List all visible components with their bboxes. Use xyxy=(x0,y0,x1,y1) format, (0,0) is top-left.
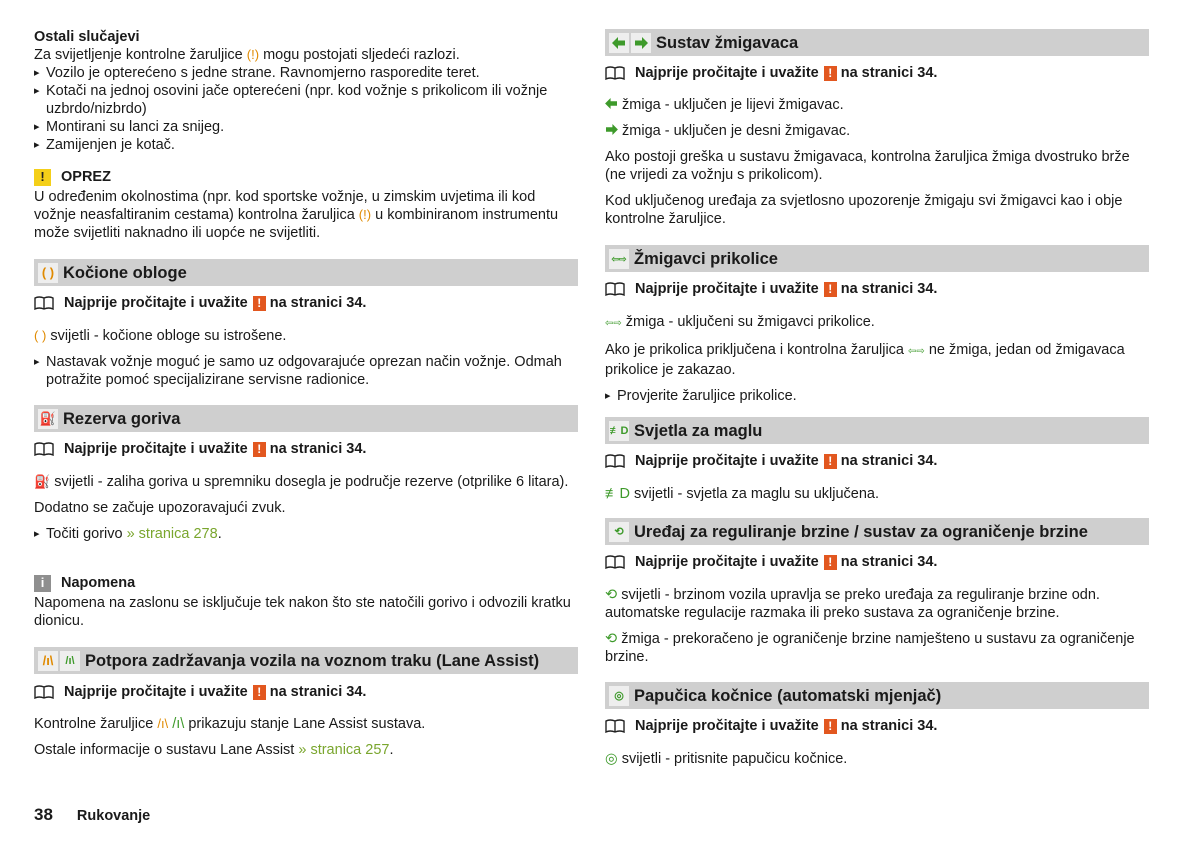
fog-lights-body: ≢D svijetli - svjetla za maglu su uključena. xyxy=(605,486,880,502)
cruise-control-body: ⟲ svijetli - brzinom vozila upravlja se preko uređaja za reguliranje brzine odn. automatske regulacije razmaka ili preko sustava za ograničenje brzine. ⟲ žmiga - prekoračeno je ograničenje brzine namješteno u sustavu za ograničenje brzine. xyxy=(605,587,1135,665)
page-footer xyxy=(34,806,150,825)
list-item: ▸ Nastavak vožnje moguć je samo uz odgovarajuće oprezan način vožnje. Odmah potražite pomoć specijalizirane servisne radionice. xyxy=(34,353,579,389)
brake-pad-icon: ( ) xyxy=(34,328,47,343)
read-first-note: Najprije pročitajte i uvažite ! na stranici 34. xyxy=(605,452,937,470)
warning-icon: ! xyxy=(253,685,266,700)
section-heading-brake-pedal: ◎ Papučica kočnice (automatski mjenjač) xyxy=(605,682,1149,709)
cruise-control-icon: ⟲ xyxy=(605,587,618,603)
tyre-pressure-icon: (!) xyxy=(358,207,372,222)
note-title: Napomena xyxy=(61,575,136,591)
read-first-note: Najprije pročitajte i uvažite ! na stranici 34. xyxy=(34,294,366,312)
caution-title: OPREZ xyxy=(61,169,111,185)
brake-pads-body: ( ) svijetli - kočione obloge su istrošene. ▸ Nastavak vožnje moguć je samo uz odgovarajuće oprezan način vožnje. Odmah potražite pomoć specijalizirane servisne radionice. xyxy=(34,327,579,389)
brake-pedal-body: ◎ svijetli - pritisnite papučicu kočnice. xyxy=(605,751,848,767)
fog-light-icon: ≢D xyxy=(605,486,630,502)
book-icon xyxy=(34,685,54,699)
book-icon xyxy=(34,296,54,310)
other-cases-intro: Za svijetljenje kontrolne žaruljice (!) mogu postojati sljedeći razlozi. xyxy=(34,47,460,63)
section-heading-brake-pads: ( ) Kočione obloge xyxy=(34,259,578,286)
chapter-label: Rukovanje xyxy=(76,808,151,824)
caution-icon: ! xyxy=(34,169,51,186)
book-icon xyxy=(605,282,625,296)
turn-signals-text: Kod uključenog uređaja za svjetlosno upozorenje žmigaju svi žmigavci kao i obje kontrolne žaruljice. xyxy=(605,193,1123,227)
list-item: ▸ Zamijenjen je kotač. xyxy=(34,136,579,154)
other-cases-title: Ostali slučajevi xyxy=(34,29,140,45)
warning-icon: ! xyxy=(253,296,266,311)
lane-assist-active-icon: /ı\ xyxy=(60,651,80,671)
read-first-note: Najprije pročitajte i uvažite ! na stranici 34. xyxy=(605,280,937,298)
read-first-note: Najprije pročitajte i uvažite ! na stranici 34. xyxy=(34,440,366,458)
book-icon xyxy=(605,454,625,468)
left-arrow-icon xyxy=(609,33,629,53)
caution-box xyxy=(34,168,579,242)
book-icon xyxy=(605,719,625,733)
lane-assist-active-icon: /ı\ xyxy=(172,716,185,732)
right-arrow-icon xyxy=(605,123,618,139)
book-icon xyxy=(34,442,54,456)
left-arrow-icon xyxy=(605,97,618,113)
note-box xyxy=(34,574,579,630)
fuel-pump-icon: ⛽ xyxy=(34,474,51,489)
warning-icon: ! xyxy=(253,442,266,457)
brake-pad-icon: ( ) xyxy=(38,263,58,283)
section-heading-fog-lights: ≢D Svjetla za maglu xyxy=(605,417,1149,444)
cruise-control-icon: ⟲ xyxy=(605,631,618,647)
page-link[interactable]: » stranica 257 xyxy=(298,742,390,758)
fuel-reserve-body: ⛽ svijetli - zaliha goriva u spremniku dosegla je područje rezerve (otprilike 6 litara). Dodatno se začuje upozoravajući zvuk. ▸ Točiti gorivo » stranica 278. xyxy=(34,473,579,543)
read-first-note: Najprije pročitajte i uvažite ! na stranici 34. xyxy=(34,683,366,701)
other-cases-section xyxy=(34,28,579,154)
list-item: ▸ Kotači na jednoj osovini jače opterećeni (npr. kod vožnje s prikolicom ili vožnje uzbrdo/nizbrdo) xyxy=(34,82,579,118)
warning-icon: ! xyxy=(824,282,837,297)
lane-assist-icon: /ı\ xyxy=(38,651,58,671)
lane-assist-icon: /ı\ xyxy=(157,716,169,731)
book-icon xyxy=(605,66,625,80)
read-first-note: Najprije pročitajte i uvažite ! na stranici 34. xyxy=(605,717,937,735)
note-text: Napomena na zaslonu se isključuje tek nakon što ste natočili gorivo i odvozili kratku dionicu. xyxy=(34,595,571,629)
read-first-note: Najprije pročitajte i uvažite ! na stranici 34. xyxy=(605,64,937,82)
book-icon xyxy=(605,555,625,569)
list-item: ▸ Montirani su lanci za snijeg. xyxy=(34,118,579,136)
list-item: ▸ Vozilo je opterećeno s jedne strane. Ravnomjerno rasporedite teret. xyxy=(34,64,579,82)
right-arrow-icon xyxy=(631,33,651,53)
page-link[interactable]: » stranica 278 xyxy=(126,526,218,542)
trailer-signal-icon: ⇦⇨ xyxy=(609,249,629,269)
section-heading-fuel-reserve: ⛽ Rezerva goriva xyxy=(34,405,578,432)
trailer-signal-icon: ⇦⇨ xyxy=(605,318,622,329)
fuel-pump-icon: ⛽ xyxy=(38,409,58,429)
list-item: ▸ Provjerite žaruljice prikolice. xyxy=(605,387,1150,405)
read-first-note: Najprije pročitajte i uvažite ! na stranici 34. xyxy=(605,553,937,571)
warning-icon: ! xyxy=(824,454,837,469)
warning-icon: ! xyxy=(824,66,837,81)
section-heading-trailer-signals: ⇦⇨ Žmigavci prikolice xyxy=(605,245,1149,272)
caution-text: U određenim okolnostima (npr. kod sportske vožnje, u zimskim uvjetima ili kod vožnje neasfaltiranim cestama) kontrolna žaruljica (!) u kombiniranom instrumentu može svijetliti naknadno ili uopće ne svijetliti. xyxy=(34,189,559,241)
fuel-extra-text: Dodatno se začuje upozoravajući zvuk. xyxy=(34,500,286,516)
page-number: 38 xyxy=(34,805,53,824)
section-heading-turn-signals: Sustav žmigavaca xyxy=(605,29,1149,56)
tyre-pressure-icon: (!) xyxy=(246,47,260,62)
warning-icon: ! xyxy=(824,719,837,734)
turn-signals-body: žmiga - uključen je lijevi žmigavac. žmiga - uključen je desni žmigavac. Ako postoji greška u sustavu žmigavaca, kontrolna žaruljica žmiga dvostruko brže (ne vrijedi za vožnju s prikolicom). Kod uključenog uređaja za svjetlosno upozorenje žmigaju svi žmigavci kao i obje kontrolne žaruljice. xyxy=(605,96,1150,228)
trailer-signal-icon: ⇦⇨ xyxy=(908,346,925,357)
fog-light-icon: ≢D xyxy=(609,421,629,441)
turn-signals-text: Ako postoji greška u sustavu žmigavaca, kontrolna žaruljica žmiga dvostruko brže (ne vrijedi za vožnju s prikolicom). xyxy=(605,149,1130,183)
warning-icon: ! xyxy=(824,555,837,570)
trailer-signals-body: ⇦⇨ žmiga - uključeni su žmigavci prikolice. Ako je prikolica priključena i kontrolna žaruljica ⇦⇨ ne žmiga, jedan od žmigavaca prikolice je zakazao. ▸ Provjerite žaruljice prikolice. xyxy=(605,313,1150,405)
cruise-control-icon: ⟲ xyxy=(609,522,629,542)
lane-assist-body: Kontrolne žaruljice /ı\ /ı\ prikazuju stanje Lane Assist sustava. Ostale informacije o sustavu Lane Assist » stranica 257. xyxy=(34,716,426,758)
section-heading-cruise-control: ⟲ Uređaj za reguliranje brzine / sustav za ograničenje brzine xyxy=(605,518,1149,545)
section-heading-lane-assist: /ı\ /ı\ Potpora zadržavanja vozila na voznom traku (Lane Assist) xyxy=(34,647,578,674)
brake-pedal-icon: ◎ xyxy=(609,686,629,706)
info-icon: i xyxy=(34,575,51,592)
list-item: ▸ Točiti gorivo » stranica 278. xyxy=(34,525,579,543)
brake-pedal-icon: ◎ xyxy=(605,751,618,767)
